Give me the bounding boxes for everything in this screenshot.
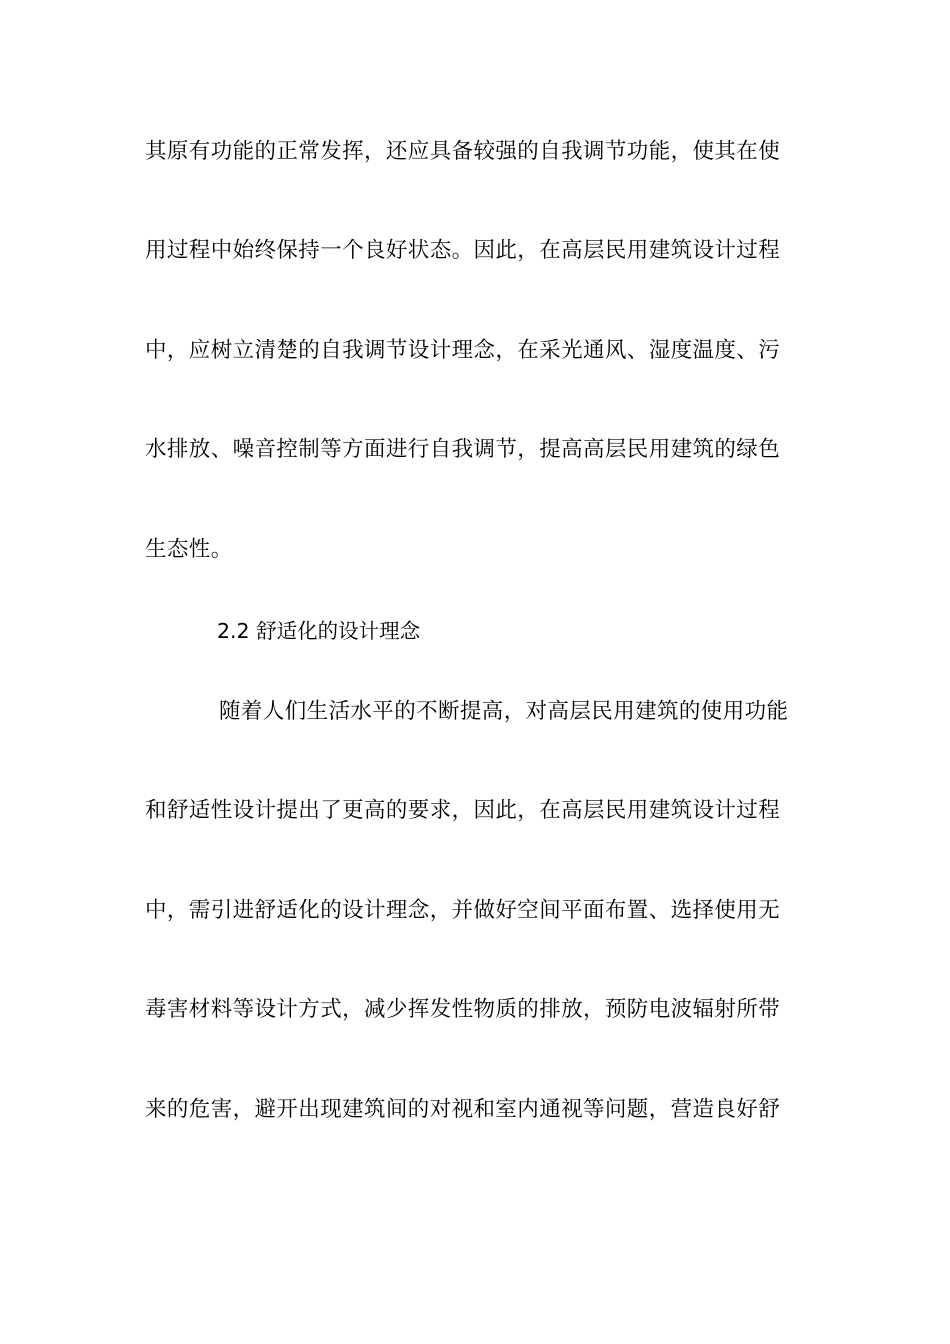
section-heading: 2.2 舒适化的设计理念 bbox=[217, 619, 421, 643]
paragraph-2-line-1: 随着人们生活水平的不断提高，对高层民用建筑的使用功能 bbox=[219, 699, 789, 724]
paragraph-1-line-4: 水排放、噪音控制等方面进行自我调节，提高高层民用建筑的绿色 bbox=[145, 437, 781, 462]
paragraph-2-line-2: 和舒适性设计提出了更高的要求，因此，在高层民用建筑设计过程 bbox=[145, 798, 781, 823]
paragraph-1-line-3: 中，应树立清楚的自我调节设计理念，在采光通风、湿度温度、污 bbox=[145, 338, 781, 363]
paragraph-1-line-2: 用过程中始终保持一个良好状态。因此，在高层民用建筑设计过程 bbox=[145, 238, 781, 263]
paragraph-2-line-3: 中，需引进舒适化的设计理念，并做好空间平面布置、选择使用无 bbox=[145, 898, 781, 923]
paragraph-2-line-5: 来的危害，避开出现建筑间的对视和室内通视等问题，营造良好舒 bbox=[145, 1097, 781, 1122]
paragraph-1-line-5: 生态性。 bbox=[145, 537, 233, 562]
paragraph-1-line-1: 其原有功能的正常发挥，还应具备较强的自我调节功能，使其在使 bbox=[145, 139, 781, 164]
paragraph-2-line-4: 毒害材料等设计方式，减少挥发性物质的排放，预防电波辐射所带 bbox=[145, 997, 781, 1022]
